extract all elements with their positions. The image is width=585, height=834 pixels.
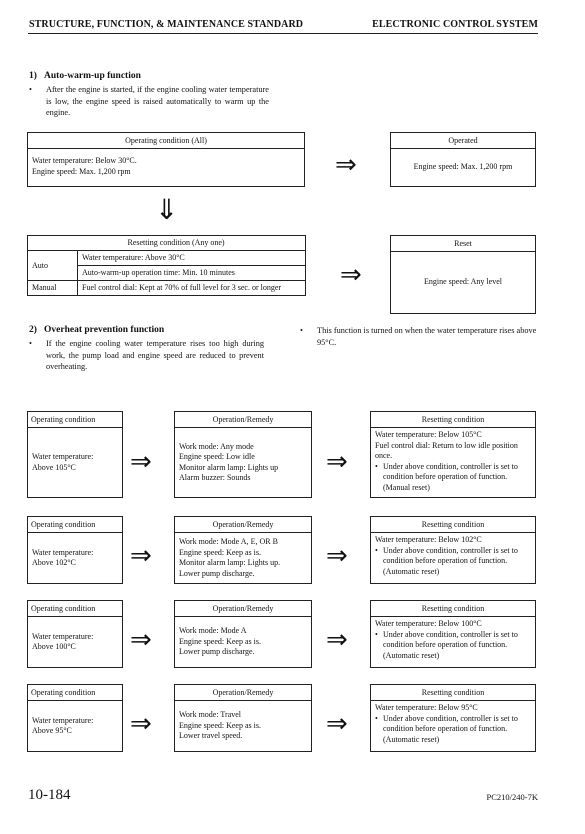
resetting-bullet-text: Under above condition, controller is set to condition before operation of function.: [383, 713, 518, 733]
resetting-bullet: [375, 630, 531, 651]
section2-bullet-text: If the engine cooling water temperature rises too high during work, the pump load and engine speed are reduced to prevent overheating.: [46, 339, 264, 371]
operated-box: [390, 132, 536, 187]
section1-bullet-text: After the engine is started, if the engine cooling water temperature is low, the engine speed is raised automatically to warm up the engine.: [46, 85, 269, 117]
remedy-line: Work mode: Travel: [179, 710, 242, 720]
page-number: 10-184: [28, 787, 71, 803]
remedy-box: [174, 600, 312, 668]
condition-body: [28, 701, 122, 751]
model-number: PC210/240-7K: [486, 792, 538, 802]
operated-head: Operated: [391, 133, 535, 149]
reset-row-label-manual: Manual: [28, 281, 78, 296]
operating-condition-head: Operating condition (All): [28, 133, 304, 149]
reset-row-value: Fuel control dial: Kept at 70% of full level for 3 sec. or longer: [78, 281, 306, 296]
resetting-line: Fuel control dial: Return to low idle position once.: [375, 440, 518, 460]
arrow-right-icon: ⇒: [340, 260, 362, 290]
remedy-line: Engine speed: Keep as is.: [179, 636, 261, 646]
resetting-body: [371, 701, 535, 747]
section1-bullet: [29, 84, 269, 119]
condition-line: Water temperature:: [32, 452, 94, 461]
condition-head: Operating condition: [28, 685, 122, 701]
condition-line: Above 95°C: [32, 726, 72, 735]
section1-title: 1) Auto-warm-up function: [29, 71, 141, 81]
remedy-line: Lower pump discharge.: [179, 568, 255, 578]
operating-condition-box: [27, 132, 305, 187]
resetting-body: [371, 617, 535, 663]
remedy-head: Operation/Remedy: [175, 412, 311, 428]
remedy-head: Operation/Remedy: [175, 601, 311, 617]
arrow-right-icon: ⇒: [326, 541, 348, 571]
reset-row-label-auto: Auto: [28, 251, 78, 281]
condition-line: Water temperature:: [32, 715, 94, 725]
operating-condition-line: Water temperature: Below 30°C.: [32, 156, 137, 165]
resetting-line: Water temperature: Below 105°C: [375, 430, 482, 439]
condition-box: [27, 411, 123, 498]
reset-row-value: Water temperature: Above 30°C: [78, 251, 306, 266]
remedy-line: Work mode: Any mode: [179, 441, 254, 451]
arrow-right-icon: ⇒: [130, 447, 152, 477]
condition-line: Water temperature:: [32, 547, 94, 557]
operating-condition-line: Engine speed: Max. 1,200 rpm: [32, 166, 131, 176]
reset-row-value: Auto-warm-up operation time: Min. 10 minutes: [78, 266, 306, 281]
arrow-down-icon: ⇓: [155, 193, 179, 226]
condition-box: [27, 516, 123, 584]
condition-line: Above 105°C: [32, 462, 76, 472]
bullet-icon: •: [375, 629, 378, 639]
condition-head: Operating condition: [28, 412, 122, 428]
arrow-right-icon: ⇒: [326, 625, 348, 655]
resetting-bullet-text: Under above condition, controller is set to condition before operation of function.: [383, 629, 518, 649]
arrow-right-icon: ⇒: [130, 709, 152, 739]
remedy-body: [175, 428, 311, 497]
remedy-box: [174, 516, 312, 584]
header-right-title: ELECTRONIC CONTROL SYSTEM: [372, 19, 538, 30]
resetting-bullet: [375, 714, 531, 735]
remedy-body: [175, 617, 311, 667]
remedy-line: Lower travel speed.: [179, 731, 243, 741]
resetting-head: Resetting condition: [371, 685, 535, 701]
resetting-condition-head: Resetting condition (Any one): [78, 236, 306, 251]
remedy-box: [174, 684, 312, 752]
resetting-head: Resetting condition: [371, 601, 535, 617]
remedy-line: Engine speed: Keep as is.: [179, 720, 261, 730]
resetting-head: Resetting condition: [371, 517, 535, 533]
resetting-bullet-text: Under above condition, controller is set to condition before operation of function.: [383, 461, 518, 481]
remedy-line: Work mode: Mode A, E, OR B: [179, 537, 278, 546]
arrow-right-icon: ⇒: [130, 541, 152, 571]
operating-condition-body: [28, 149, 304, 180]
bullet-icon: •: [375, 461, 378, 471]
section2-right-bullet-text: This function is turned on when the water temperature rises above 95°C.: [317, 326, 537, 347]
remedy-box: [174, 411, 312, 498]
condition-line: Water temperature:: [32, 631, 94, 641]
resetting-condition-table: [27, 235, 306, 296]
bullet-icon: •: [375, 713, 378, 723]
resetting-note: (Automatic reset): [383, 650, 440, 660]
condition-body: [28, 428, 122, 497]
section2-title: 2) Overheat prevention function: [29, 325, 165, 335]
condition-box: [27, 684, 123, 752]
bullet-icon: •: [300, 326, 303, 335]
remedy-line: Engine speed: Keep as is.: [179, 547, 261, 557]
remedy-line: Alarm buzzer: Sounds: [179, 473, 251, 482]
remedy-body: [175, 533, 311, 583]
resetting-box: [370, 411, 536, 498]
bullet-icon: •: [29, 339, 32, 348]
arrow-right-icon: ⇒: [335, 150, 357, 180]
remedy-head: Operation/Remedy: [175, 685, 311, 701]
resetting-box: [370, 516, 536, 584]
header-rule: [28, 33, 538, 34]
resetting-note: (Manual reset): [383, 482, 430, 492]
section2-bullet: [29, 338, 264, 373]
reset-head: Reset: [391, 236, 535, 252]
remedy-line: Work mode: Mode A: [179, 626, 247, 636]
resetting-body: [371, 428, 535, 495]
condition-line: Above 102°C: [32, 558, 76, 567]
remedy-line: Monitor alarm lamp: Lights up: [179, 462, 279, 472]
arrow-right-icon: ⇒: [130, 625, 152, 655]
bullet-icon: •: [375, 545, 378, 555]
arrow-right-icon: ⇒: [326, 709, 348, 739]
condition-head: Operating condition: [28, 517, 122, 533]
resetting-note: (Automatic reset): [383, 734, 440, 744]
remedy-line: Engine speed: Low idle: [179, 452, 255, 461]
resetting-line: Water temperature: Below 102°C: [375, 535, 482, 544]
remedy-line: Monitor alarm lamp: Lights up.: [179, 558, 281, 567]
reset-body: Engine speed: Any level: [424, 277, 502, 287]
remedy-head: Operation/Remedy: [175, 517, 311, 533]
resetting-head: Resetting condition: [371, 412, 535, 428]
bullet-icon: •: [29, 85, 32, 94]
condition-head: Operating condition: [28, 601, 122, 617]
condition-line: Above 100°C: [32, 642, 76, 651]
condition-body: [28, 533, 122, 583]
resetting-bullet: [375, 462, 531, 483]
resetting-line: Water temperature: Below 95°C: [375, 703, 478, 712]
arrow-right-icon: ⇒: [326, 447, 348, 477]
header-left-title: STRUCTURE, FUNCTION, & MAINTENANCE STANDARD: [29, 19, 304, 30]
resetting-bullet-text: Under above condition, controller is set to condition before operation of function.: [383, 545, 518, 565]
resetting-body: [371, 533, 535, 579]
operated-body: Engine speed: Max. 1,200 rpm: [413, 162, 513, 172]
section2-right-bullet: [300, 325, 540, 348]
condition-box: [27, 600, 123, 668]
remedy-line: Lower pump discharge.: [179, 647, 255, 657]
resetting-line: Water temperature: Below 100°C: [375, 619, 482, 628]
resetting-box: [370, 684, 536, 752]
reset-box: [390, 235, 536, 314]
condition-body: [28, 617, 122, 667]
resetting-bullet: [375, 546, 531, 567]
resetting-note: (Automatic reset): [383, 566, 440, 576]
remedy-body: [175, 701, 311, 751]
resetting-box: [370, 600, 536, 668]
